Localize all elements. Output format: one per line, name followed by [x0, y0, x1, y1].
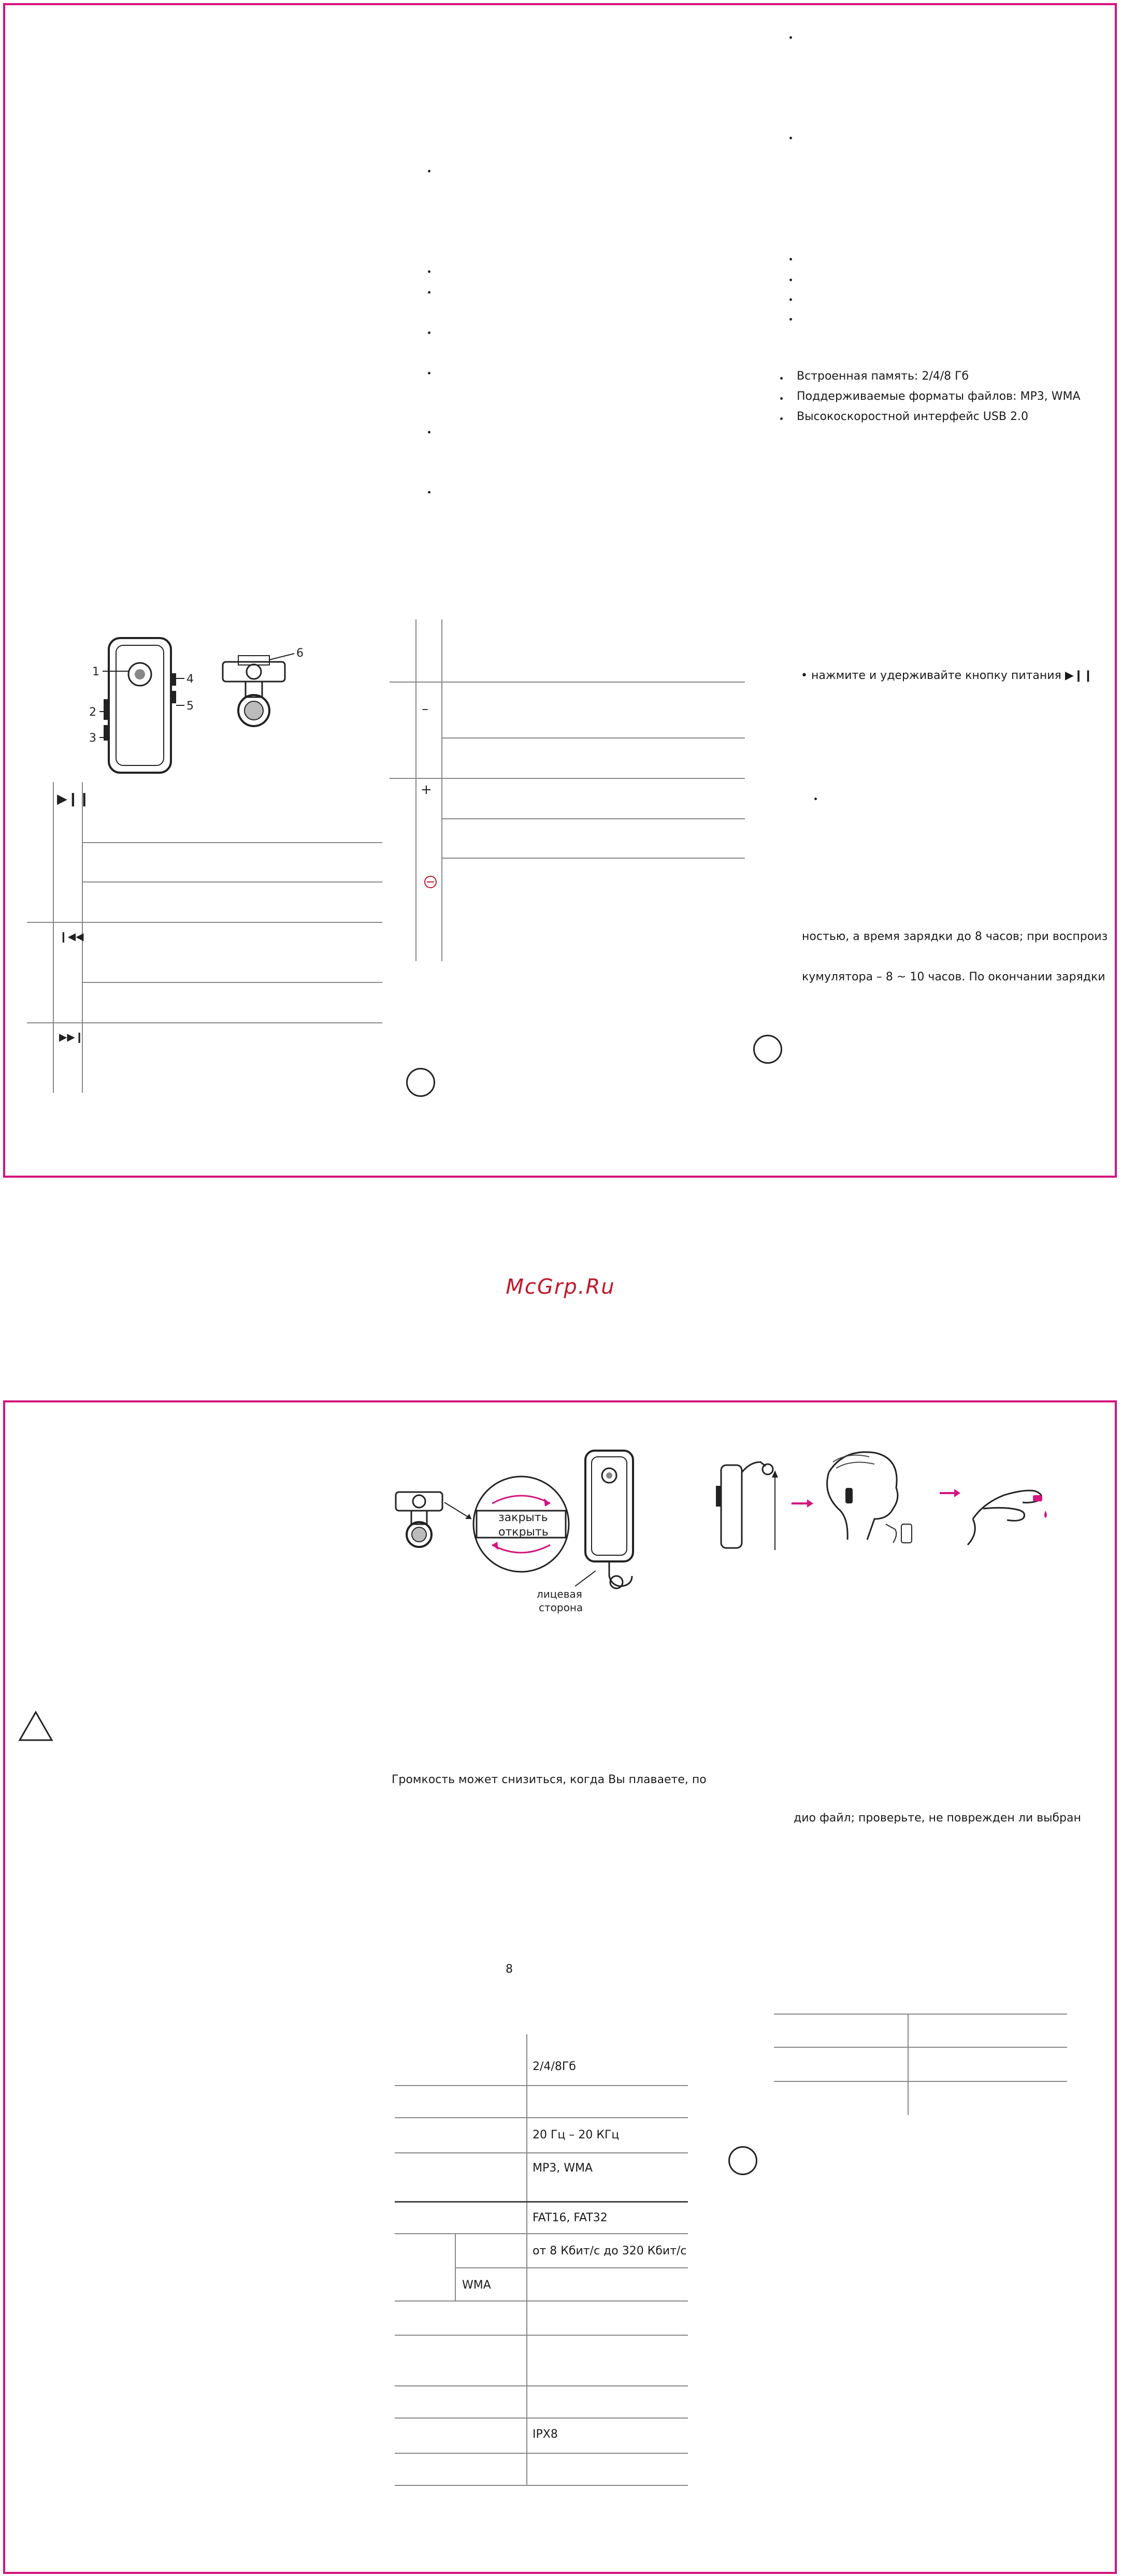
page-marker-circle	[406, 1068, 435, 1097]
volume-down-icon: –	[422, 701, 428, 717]
volume-up-icon: +	[421, 782, 432, 798]
play-pause-icon: ▶❙❙	[57, 791, 90, 807]
feature-bullet	[780, 417, 783, 420]
bullet	[789, 36, 792, 39]
spec-memory-value: 2/4/8Гб	[533, 2060, 576, 2073]
bullet	[428, 491, 430, 494]
feature-bullet	[780, 377, 783, 380]
power-hint: • нажмите и удерживайте кнопку питания ▶❙❙	[801, 669, 1093, 682]
bullet	[428, 170, 430, 172]
bullet	[789, 298, 792, 301]
wearing-instructions-diagram	[714, 1441, 1087, 1571]
device-label-3: 3	[89, 732, 96, 745]
clip-rotation-diagram	[389, 1446, 689, 1617]
spec-filesystem-value: FAT16, FAT32	[533, 2211, 608, 2224]
earphone-icon	[424, 875, 437, 889]
device-label-1: 1	[92, 665, 99, 678]
device-label-2: 2	[89, 706, 96, 719]
open-label: открыть	[498, 1526, 549, 1539]
bullet	[814, 798, 817, 800]
feature-formats: Поддерживаемые форматы файлов: MP3, WMA	[797, 390, 1081, 403]
bullet	[428, 291, 430, 294]
bullet	[428, 431, 430, 433]
file-check-note: дио файл; проверьте, не поврежден ли выбран	[794, 1812, 1081, 1825]
bullet	[789, 318, 792, 321]
page-number: 8	[506, 1963, 513, 1976]
warning-icon	[18, 1710, 54, 1742]
spec-bitrate-value: от 8 Кбит/с до 320 Кбит/с	[533, 2245, 687, 2257]
close-label: закрыть	[498, 1511, 548, 1524]
charge-text-line1: ностью, а время зарядки до 8 часов; при воспроиз	[802, 930, 1108, 943]
previous-track-icon: ❙◀◀	[59, 930, 84, 943]
feature-bullet	[780, 397, 783, 400]
spec-formats-value: MP3, WMA	[533, 2162, 593, 2175]
bullet	[789, 137, 792, 139]
next-track-icon: ▶▶❙	[59, 1031, 84, 1043]
device-label-4: 4	[186, 673, 194, 686]
bullet	[789, 258, 792, 261]
device-label-6: 6	[296, 647, 304, 660]
bullet	[428, 331, 430, 334]
play-pause-icon: ▶❙❙	[1065, 669, 1093, 682]
spec-wma-label: WMA	[462, 2279, 491, 2292]
bullet	[789, 279, 792, 281]
bullet	[428, 372, 430, 374]
manual-page-bottom	[3, 1400, 1117, 2574]
device-label-5: 5	[186, 700, 194, 713]
front-side-label-line2: сторона	[539, 1601, 583, 1614]
feature-usb: Высокоскоростной интерфейс USB 2.0	[797, 410, 1028, 423]
feature-memory: Встроенная память: 2/4/8 Гб	[797, 370, 969, 383]
site-watermark: McGrp.Ru	[506, 1275, 615, 1299]
page-marker-circle	[753, 1035, 782, 1064]
spec-frequency-value: 20 Гц – 20 КГц	[533, 2129, 620, 2141]
spec-protection-value: IPX8	[533, 2428, 558, 2441]
charge-text-line2: кумулятора – 8 ~ 10 часов. По окончании зарядки	[802, 971, 1105, 983]
page-marker-circle	[728, 2146, 757, 2175]
manual-page-top	[3, 3, 1117, 1178]
device-diagram	[83, 627, 321, 782]
swim-volume-note: Громкость может снизиться, когда Вы плаваете, по	[392, 1773, 707, 1786]
front-side-label-line1: лицевая	[537, 1588, 582, 1600]
bullet	[428, 270, 430, 273]
